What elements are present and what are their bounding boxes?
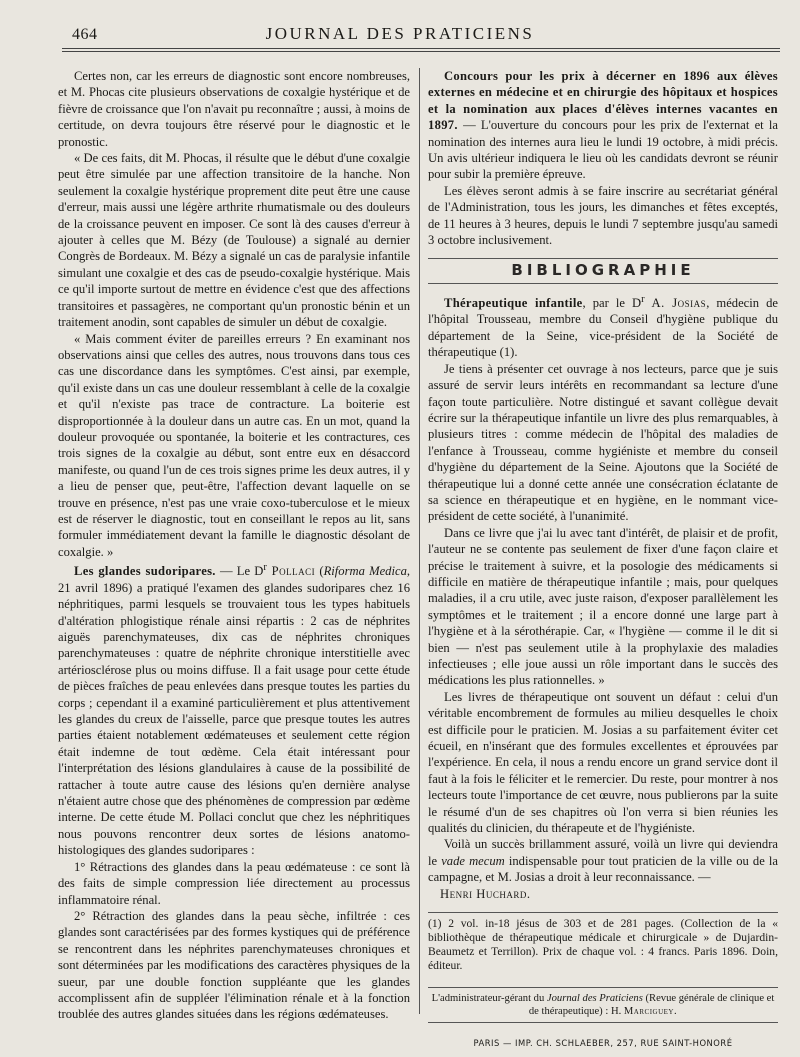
- paragraph-eviter-erreurs: « Mais comment éviter de pareilles erreurs ? En examinant nos observations ainsi que celles des autres, nous trouvons dans tous ces cas une discordance dans les symptômes. C'est ainsi, par exemple, qu'il existe dans un cas une douleur ressemblant à celle de la coxalgie et qu'il n'existe pas trace de contracture. La boiterie est disproportionnée à la douleur dans un autre cas. En un mot, quand la douleur provoquée ou spontanée, la boiterie et les contractures, ces trois signes de la coxalgie au début, sont entre eux en désaccord manifeste, ou quand l'un de ces trois signes prime les deux autres, il y a lieu de penser que, peut-être, l'affection devant laquelle on se trouve en présence, n'est pas une vraie coxo-tuberculose et le mieux est de réserver le diagnostic, tout en conseillant le repos au lit, sans formuler immédiatement devant la famille le diagnostic désolant de coxalgie. »: [58, 331, 410, 559]
- bibliography-banner: [428, 258, 778, 283]
- italic-phrase: vade mecum: [441, 853, 505, 868]
- paragraph-phocas-quote: « De ces faits, dit M. Phocas, il résulte que le début d'une coxalgie peut être simulée par une affection transitoire de la hanche. Non seulement la coxalgie hystérique proprement dite peut être une cause d'erreur, mais aussi une légère arthrite rhumatismale ou des douleurs de la croissance peuvent en imposer. Ce sont là des causes d'erreur à ajouter à celles que M. Bézy (de Toulouse) a signalé au dernier Congrès de Bordeaux. M. Bézy a signalé un cas de paralysie infantile simulant une coxalgie et des cas de pseudo-coxalgie hystérique. Mais ce qu'il importe surtout de mettre en évidence c'est que des affections transitoires et passagères, ne comportant qu'un pronostic bénin et un traitement anodin, sont capables de simuler un début de coxalgie.: [58, 151, 410, 330]
- text-run: (Revue générale de clinique et de thérapeutique) : H.: [528, 993, 775, 1018]
- text-run: , médecin de l'hôpital Trousseau, membre du Conseil d'hygiène publique du département de la Seine, vice-président de la Société de thérapeutique (1).: [428, 296, 778, 360]
- author-name: Pollaci: [266, 564, 316, 579]
- paragraph-glandes-sudoripares: [58, 560, 410, 859]
- text-run: — Le D: [215, 564, 264, 579]
- paragraph-book-entry: [428, 292, 778, 361]
- paragraph-review-2: Dans ce livre que j'ai lu avec tant d'intérêt, de plaisir et de profit, l'auteur ne se contente pas seulement de fixer d'une façon claire et précise le traitement à suivre, et la posologie des médicaments si difficile en matière de thérapeutique infantile ; mais, pour quelques maladies, il a cru utile, avec juste raison, d'exposer parallèlement les symptômes et le traitement ; il a encore donné une large part à l'hygiène et à la sérothérapie. Car, « l'hygiène — comme il le dit si bien — n'est pas seulement utile à la prophylaxie des maladies infectieuses ; elle joue aussi un rôle important dans le succès des médications les plus rationnelles. »: [428, 525, 778, 688]
- text-run: (: [315, 564, 324, 579]
- header-rule: [62, 48, 780, 52]
- section-heading-concours: Concours pour les prix à décerner en 1896 aux élèves externes en médecine et en chirurgie des hôpitaux et hospices et la nomination aux places d'élèves internes vacantes en 1897.: [428, 69, 778, 133]
- superscript: r: [641, 293, 645, 305]
- publisher-line: [428, 987, 778, 1023]
- text-run: L'administrateur-gérant du: [431, 993, 547, 1005]
- superscript: r: [263, 562, 267, 574]
- footnote: (1) 2 vol. in-18 jésus de 303 et de 281 pages. (Collection de la « bibliothèque de thérapeutique médicale et chirurgicale » de Dujardin-Beaumetz et Terrillon). Prix de chaque vol. : 4 francs. Paris 1896. Doin, éditeur.: [428, 917, 778, 973]
- book-title: Thérapeutique infantile: [444, 296, 583, 311]
- section-heading-glandes: Les glandes sudoripares.: [74, 564, 216, 579]
- paragraph-inscription: Les élèves seront admis à se faire inscrire au secrétariat général de l'Administration, tous les jours, les dimanches et fêtes exceptés, de 11 heures à 3 heures, depuis le lundi 7 septembre jusqu'au samedi 3 octobre inclusivement.: [428, 183, 778, 248]
- journal-name: Journal des Praticiens: [546, 993, 643, 1005]
- column-divider: [419, 68, 420, 1014]
- bibliography-title: BIBLIOGRAPHIE: [511, 261, 695, 280]
- text-run: — L'ouverture du concours pour les prix de l'externat et la nomination des internes aura lieu le lundi 19 octobre, à midi précis. Un avis ultérieur indiquera le lieu où les candidats devront se réunir pour subir la première épreuve.: [428, 118, 778, 182]
- text-run: , par le D: [582, 296, 642, 311]
- manager-name: Marciguey.: [623, 1006, 678, 1018]
- printer-imprint: PARIS — IMP. CH. SCHLAEBER, 257, RUE SAINT-HONORÉ: [473, 1038, 733, 1049]
- left-column: [58, 68, 410, 1023]
- right-column: [428, 68, 778, 1052]
- source-title: Riforma Medica: [323, 564, 407, 579]
- paragraph-review-1: Je tiens à présenter cet ouvrage à nos lecteurs, parce que je suis assuré de servir leurs intérêts en recommandant sa lecture d'une façon toute particulière. Notre distingué et savant collègue devait écrire sur la thérapeutique infantile un livre des plus remarquables, à plusieurs titres : comme médecin de l'hôpital des maladies de l'enfance à Trousseau, comme hygiéniste et membre du conseil d'hygiène du département de la Seine. Ajoutons que la Société de thérapeutique lui a donné cette année une consécration éclatante de sa science en thérapeutique et en hygiène, en le nommant vice-président de cette société, à l'unanimité.: [428, 361, 778, 524]
- paragraph-certes-non: Certes non, car les erreurs de diagnostic sont encore nombreuses, et M. Phocas cite plusieurs observations de coxalgie hystérique et de fièvre de croissance que l'on n'avait pu reconnaître ; aussi, à moins de certitude, on devra toujours être réservé pour le diagnostic et le pronostic.: [58, 69, 410, 149]
- text-run: indispensable pour tout praticien de la ville ou de la campagne, et M. Josias a droit à leur reconnaissance. —: [428, 853, 778, 885]
- paragraph-review-3: Les livres de thérapeutique ont souvent un défaut : celui d'un véritable encombrement de formules au milieu desquelles le choix est difficile pour le praticien. M. Josias a su parfaitement éviter cet écueil, en n'insérant que des formules excellentes et éprouvées par l'expérience. En cela, il nous a rendu encore un grand service dont il faut à la fois le féliciter et le remercier. Du reste, pour montrer à nos lecteurs toute l'importance de cet œuvre, nous publierons par la suite le résumé d'un de ses chapitres où l'on verra si bien réunies les qualités du clinicien, du thérapeute et de l'hygiéniste.: [428, 689, 778, 836]
- paragraph-retractions-2: 2° Rétraction des glandes dans la peau sèche, infiltrée : ces glandes sont caractérisées par des formes kystiques qui de préférence se rencontrent dans les néphrites parenchymateuses chroniques et sont déterminées par les modifications des caractères physiques de la sueur, par une double fonction suppléante que les glandes accomplissent afin de suppléer l'élimination rénale et à la fonction troublée des autres glandes situées dans les régions œdémateuses.: [58, 908, 410, 1022]
- paragraph-concours: [428, 68, 778, 183]
- review-signature: Henri Huchard.: [440, 886, 531, 901]
- page-number: 464: [72, 26, 98, 43]
- footnote-rule: [428, 912, 778, 913]
- paragraph-retractions-1: 1° Rétractions des glandes dans la peau œdémateuse : ce sont là des faits de simple compression liée directement au processus inflammatoire rénal.: [58, 859, 410, 907]
- text-run: , 21 avril 1896) a pratiqué l'examen des glandes sudoripares chez 16 néphritiques, parmi lesquels se trouvaient tous les types habituels d'altération phlogistique rénale ainsi répartis : 2 cas de néphrites aiguës parenchymateuses, dix cas de néphrites chroniques parenchymateuses : quatre de néphrite chronique interstitielle avec artériosclérose plus ou moins diffuse. Il a fait usage pour cette étude de pièces fraîches de peau enlevées dans presque toutes les parties du corps ; cependant il a examiné particulièrement et plus attentivement les glandes du creux de l'aisselle, parce que presque toutes les autres parties étaient notablement œdémateuses et seulement cette région était indemne de tout œdème. Cela était intéressant pour l'interprétation des lésions glandulaires à cause de la possibilité de rattacher à toute autre cause des lésions qu'en dernière analyse n'étaient autre chose que des phénomènes de compression par œdème interne. De cette étude M. Pollaci conclut que chez les néphritiques nous pouvons rencontrer deux sortes de lésions anatomo-histologiques des glandes sudoripares :: [58, 564, 411, 858]
- book-author: A. Josias: [644, 296, 707, 311]
- journal-title: JOURNAL DES PRATICIENS: [265, 24, 535, 43]
- paragraph-review-4: [428, 836, 778, 885]
- text-run: Voilà un succès brillamment assuré, voilà un livre qui deviendra le: [428, 837, 778, 868]
